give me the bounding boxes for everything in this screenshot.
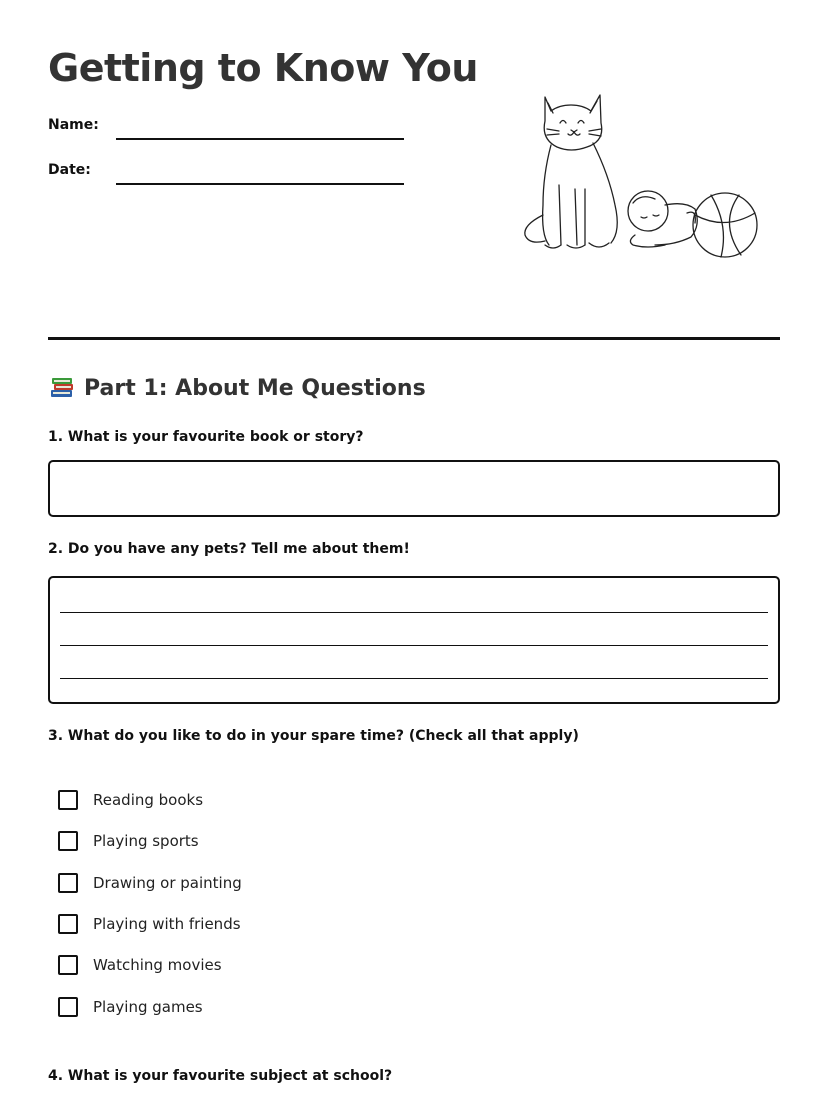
name-field[interactable]: [116, 138, 404, 140]
question-4: 4. What is your favourite subject at school?: [48, 1068, 393, 1084]
checkbox[interactable]: [58, 873, 78, 893]
date-label: Date:: [48, 162, 91, 178]
checkbox-option-sports[interactable]: [58, 831, 199, 851]
checkbox[interactable]: [58, 831, 78, 851]
checkbox-label: Watching movies: [93, 956, 222, 974]
cat-baby-ball-illustration: [515, 85, 765, 265]
checkbox[interactable]: [58, 914, 78, 934]
checkbox[interactable]: [58, 997, 78, 1017]
answer-box-1[interactable]: [48, 460, 780, 517]
checkbox-option-drawing[interactable]: [58, 873, 242, 893]
page-title: Getting to Know You: [48, 46, 478, 90]
checkbox-option-games[interactable]: [58, 997, 203, 1017]
answer-line: [60, 645, 768, 646]
checkbox-label: Playing games: [93, 998, 203, 1016]
section-divider: [48, 337, 780, 340]
question-2: 2. Do you have any pets? Tell me about them!: [48, 541, 410, 557]
checkbox-option-reading[interactable]: [58, 790, 203, 810]
name-label: Name:: [48, 117, 99, 133]
checkbox-option-friends[interactable]: [58, 914, 241, 934]
checkbox[interactable]: [58, 955, 78, 975]
ball-icon: [693, 193, 757, 257]
answer-line: [60, 612, 768, 613]
section-title-text: Part 1: About Me Questions: [84, 375, 426, 401]
answer-line: [60, 678, 768, 679]
checkbox-label: Reading books: [93, 791, 204, 809]
checkbox-label: Playing sports: [93, 832, 199, 850]
answer-box-2[interactable]: [48, 576, 780, 704]
section-title-part1: [48, 374, 426, 402]
books-icon: [48, 374, 76, 402]
checkbox-option-movies[interactable]: [58, 955, 222, 975]
baby-icon: [628, 191, 697, 247]
cat-icon: [525, 95, 617, 248]
question-1: 1. What is your favourite book or story?: [48, 429, 364, 445]
checkbox[interactable]: [58, 790, 78, 810]
date-field[interactable]: [116, 183, 404, 185]
checkbox-label: Drawing or painting: [93, 874, 242, 892]
question-3: 3. What do you like to do in your spare time? (Check all that apply): [48, 728, 579, 744]
checkbox-label: Playing with friends: [93, 915, 241, 933]
